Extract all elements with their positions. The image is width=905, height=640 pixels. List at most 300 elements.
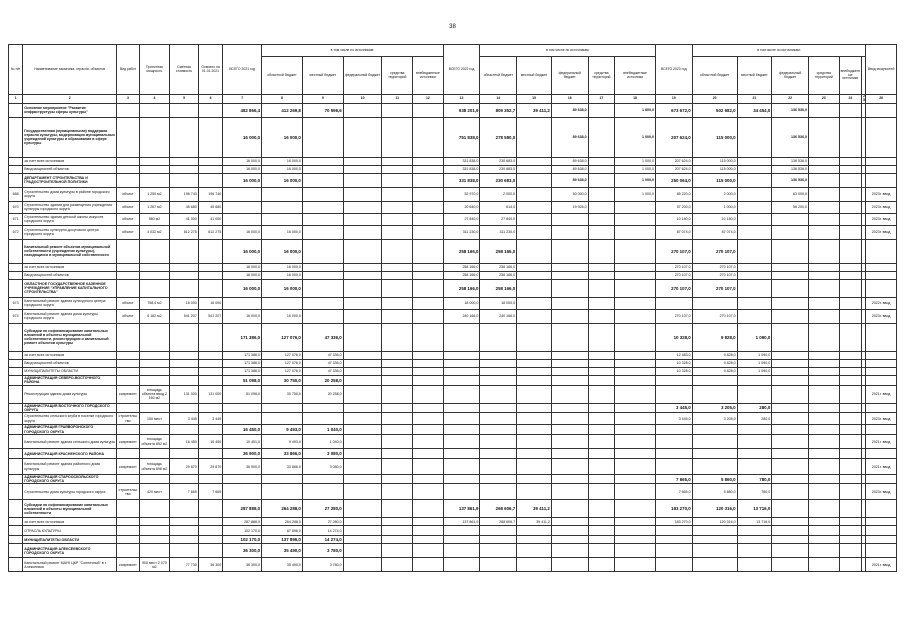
cell-c22 bbox=[551, 425, 588, 435]
cell-t23: 207 624,0 bbox=[655, 117, 692, 157]
cell-e22: 1 000,0 bbox=[615, 173, 656, 187]
cell-c21 bbox=[343, 225, 382, 239]
cell-a23 bbox=[692, 558, 737, 572]
cell-c21 bbox=[343, 526, 382, 536]
cell-name: Ввод мощностей объектов bbox=[23, 165, 117, 173]
cell-cap bbox=[139, 263, 170, 271]
cell-d22 bbox=[588, 403, 615, 412]
cell-d21 bbox=[382, 309, 413, 323]
cell-type bbox=[117, 500, 139, 518]
cell-cost: 77 730 bbox=[170, 558, 199, 572]
cell-t21: 16 000,0 bbox=[223, 271, 262, 279]
cell-type bbox=[117, 157, 139, 165]
cell-type bbox=[117, 403, 139, 412]
cell-e23 bbox=[839, 425, 861, 435]
cell-cost: 29 870 bbox=[170, 459, 199, 475]
cell-c21 bbox=[343, 518, 382, 526]
cell-done bbox=[198, 475, 222, 484]
cell-t23: 673 672,0 bbox=[655, 103, 692, 117]
cell-no bbox=[9, 271, 23, 279]
cell-a23: 115 000,0 bbox=[692, 117, 737, 157]
cell-b21 bbox=[302, 271, 343, 279]
cell-c23 bbox=[772, 385, 809, 403]
cell-no: 668 bbox=[9, 187, 23, 201]
cell-cost: 16 450 bbox=[170, 435, 199, 449]
cell-e21 bbox=[413, 263, 444, 271]
cell-e22 bbox=[615, 475, 656, 484]
cell-c23 bbox=[772, 459, 809, 475]
cell-a22: 18 000,0 bbox=[480, 297, 517, 309]
cell-c23: 136 536,0 bbox=[772, 165, 809, 173]
cell-b23 bbox=[737, 459, 772, 475]
cell-b21 bbox=[302, 157, 343, 165]
cell-e23 bbox=[839, 367, 861, 375]
cell-done bbox=[198, 403, 222, 412]
table-row bbox=[9, 359, 897, 367]
cell-d23 bbox=[809, 359, 840, 367]
header-done: Освоено на 01.01.2021 bbox=[198, 45, 222, 95]
cell-b22 bbox=[517, 403, 552, 412]
cell-a22 bbox=[480, 403, 517, 412]
cell-b21: 1 040,0 bbox=[302, 425, 343, 435]
cell-e21 bbox=[413, 526, 444, 536]
cell-c22: 19 926,0 bbox=[551, 201, 588, 213]
cell-cap: 980 м2 bbox=[139, 213, 170, 225]
cell-no bbox=[9, 165, 23, 173]
table-row bbox=[9, 309, 897, 323]
cell-b21: 20 258,0 bbox=[302, 375, 343, 385]
cell-e23 bbox=[839, 536, 861, 544]
cell-t22 bbox=[443, 323, 480, 351]
cell-t22: 258 166,0 bbox=[443, 263, 480, 271]
cell-no bbox=[9, 425, 23, 435]
cell-e23 bbox=[839, 385, 861, 403]
cell-e23 bbox=[839, 117, 861, 157]
cell-e21 bbox=[413, 297, 444, 309]
cell-year: 2023г. ввод bbox=[866, 413, 897, 425]
cell-b23 bbox=[737, 271, 772, 279]
cell-a22 bbox=[480, 459, 517, 475]
cell-cap: площадь объекта ввод 2 160 м2 bbox=[139, 385, 170, 403]
cell-d21 bbox=[382, 239, 413, 263]
cell-t23: 207 624,0 bbox=[655, 165, 692, 173]
cell-cost bbox=[170, 403, 199, 412]
cell-e22 bbox=[615, 413, 656, 425]
cell-year bbox=[866, 475, 897, 484]
cell-b23: 1 090,0 bbox=[737, 367, 772, 375]
cell-cap bbox=[139, 157, 170, 165]
cell-type bbox=[117, 367, 139, 375]
cell-b22 bbox=[517, 526, 552, 536]
table-row bbox=[9, 526, 897, 536]
cell-t23: 7 665,0 bbox=[655, 484, 692, 500]
cell-c23 bbox=[772, 351, 809, 359]
cell-done: 3 445 bbox=[198, 413, 222, 425]
cell-c22 bbox=[551, 536, 588, 544]
cell-type bbox=[117, 536, 139, 544]
cell-cap bbox=[139, 323, 170, 351]
cell-b21: 3 080,0 bbox=[302, 449, 343, 459]
cell-e22: 1 000,0 bbox=[615, 165, 656, 173]
cell-no bbox=[9, 375, 23, 385]
cell-cap bbox=[139, 536, 170, 544]
cell-a23 bbox=[692, 435, 737, 449]
cell-a23: 3 205,0 bbox=[692, 413, 737, 425]
cell-no bbox=[9, 385, 23, 403]
cell-b21: 70 596,6 bbox=[302, 103, 343, 117]
cell-d23 bbox=[809, 484, 840, 500]
cell-b23 bbox=[737, 297, 772, 309]
cell-t23: 270 107,0 bbox=[655, 279, 692, 297]
cell-d23 bbox=[809, 117, 840, 157]
cell-e21 bbox=[413, 459, 444, 475]
cell-b23: 280,0 bbox=[737, 403, 772, 412]
cell-a21: 33 866,0 bbox=[262, 449, 303, 459]
cell-c22 bbox=[551, 271, 588, 279]
cell-a23: 5 860,0 bbox=[692, 475, 737, 484]
cell-d22 bbox=[588, 263, 615, 271]
cell-d21 bbox=[382, 165, 413, 173]
cell-c22 bbox=[551, 323, 588, 351]
cell-c22 bbox=[551, 435, 588, 449]
cell-cap bbox=[139, 117, 170, 157]
cell-e21 bbox=[413, 351, 444, 359]
cell-c23 bbox=[772, 375, 809, 385]
cell-cap bbox=[139, 518, 170, 526]
cell-no bbox=[9, 239, 23, 263]
cell-t23: 270 107,0 bbox=[655, 263, 692, 271]
cell-b21: 3 780,0 bbox=[302, 544, 343, 558]
cell-a23: 270 107,0 bbox=[692, 279, 737, 297]
cell-e21 bbox=[413, 103, 444, 117]
cell-name: за счет всех источников bbox=[23, 263, 117, 271]
cell-d23 bbox=[809, 173, 840, 187]
cell-t21: 51 098,0 bbox=[223, 385, 262, 403]
cell-a21 bbox=[262, 297, 303, 309]
cell-d22 bbox=[588, 425, 615, 435]
cell-e21 bbox=[413, 500, 444, 518]
cell-cap bbox=[139, 475, 170, 484]
cell-year: 2023г. ввод bbox=[866, 484, 897, 500]
cell-e23 bbox=[839, 201, 861, 213]
cell-done bbox=[198, 449, 222, 459]
cell-no bbox=[9, 475, 23, 484]
cell-e23 bbox=[839, 239, 861, 263]
cell-c23 bbox=[772, 413, 809, 425]
cell-e22: 1 000,0 bbox=[615, 187, 656, 201]
table-row bbox=[9, 449, 897, 459]
cell-no bbox=[9, 536, 23, 544]
cell-type bbox=[117, 117, 139, 157]
cell-c23 bbox=[772, 213, 809, 225]
cell-d21 bbox=[382, 536, 413, 544]
table-row bbox=[9, 518, 897, 526]
cell-b23: 34 454,0 bbox=[737, 103, 772, 117]
cell-a23: 1 000,0 bbox=[692, 201, 737, 213]
column-number: 19 bbox=[655, 95, 692, 104]
cell-t21: 36 300,0 bbox=[223, 558, 262, 572]
table-row bbox=[9, 103, 897, 117]
cell-type bbox=[117, 351, 139, 359]
cell-c22 bbox=[551, 484, 588, 500]
cell-e23 bbox=[839, 271, 861, 279]
header-total-2021: ВСЕГО 2021 год bbox=[223, 45, 262, 95]
table-row bbox=[9, 279, 897, 297]
cell-cap bbox=[139, 165, 170, 173]
cell-name: Строительство культурно-досугового центра городского округа bbox=[23, 225, 117, 239]
cell-a23: 10 180,0 bbox=[692, 213, 737, 225]
cell-name: Субсидии на софинансирование капитальных вложений в объекты муниципальной собственности, реконструкцию и капитальный ремонт объектов культуры bbox=[23, 323, 117, 351]
cell-cost: 131 000 bbox=[170, 385, 199, 403]
column-number: 3 bbox=[117, 95, 139, 104]
cell-e21 bbox=[413, 403, 444, 412]
cell-cap bbox=[139, 239, 170, 263]
table-row bbox=[9, 213, 897, 225]
cell-a21: 16 000,0 bbox=[262, 263, 303, 271]
header-group-2022: в том числе по источникам: bbox=[480, 45, 656, 57]
header-src-regional: областной бюджет bbox=[480, 57, 517, 95]
cell-t21 bbox=[223, 484, 262, 500]
cell-a23: 3 205,0 bbox=[692, 403, 737, 412]
header-no: № п/п bbox=[9, 45, 23, 95]
cell-a22: 2 000,0 bbox=[480, 187, 517, 201]
cell-d22 bbox=[588, 558, 615, 572]
cell-year bbox=[866, 157, 897, 165]
cell-b21 bbox=[302, 117, 343, 157]
cell-c21 bbox=[343, 558, 382, 572]
cell-no bbox=[9, 435, 23, 449]
cell-c22 bbox=[551, 413, 588, 425]
cell-e23 bbox=[839, 173, 861, 187]
cell-cap: площадь объекта 896 м2 bbox=[139, 459, 170, 475]
cell-d23 bbox=[809, 413, 840, 425]
cell-year bbox=[866, 239, 897, 263]
cell-b23: 780,0 bbox=[737, 484, 772, 500]
cell-t21: 16 000,0 bbox=[223, 309, 262, 323]
cell-d21 bbox=[382, 117, 413, 157]
cell-name: МУНИЦИПАЛИТЕТЫ ОБЛАСТИ bbox=[23, 536, 117, 544]
cell-c23: 63 000,0 bbox=[772, 187, 809, 201]
column-number: 13 bbox=[443, 95, 480, 104]
cell-b22 bbox=[517, 309, 552, 323]
cell-d23 bbox=[809, 187, 840, 201]
cell-b22 bbox=[517, 297, 552, 309]
cell-c21 bbox=[343, 323, 382, 351]
cell-e22 bbox=[615, 323, 656, 351]
cell-t23: 270 107,0 bbox=[655, 271, 692, 279]
cell-t23 bbox=[655, 385, 692, 403]
cell-d23 bbox=[809, 403, 840, 412]
table-row bbox=[9, 385, 897, 403]
cell-b23 bbox=[737, 309, 772, 323]
cell-e21 bbox=[413, 271, 444, 279]
cell-c21 bbox=[343, 500, 382, 518]
cell-a22: 311 230,0 bbox=[480, 225, 517, 239]
cell-e22 bbox=[615, 263, 656, 271]
cell-cap bbox=[139, 351, 170, 359]
cell-e22 bbox=[615, 385, 656, 403]
cell-a23 bbox=[692, 425, 737, 435]
cell-c23 bbox=[772, 263, 809, 271]
cell-no bbox=[9, 323, 23, 351]
cell-t21: 171 386,0 bbox=[223, 359, 262, 367]
cell-t22 bbox=[443, 449, 480, 459]
cell-b22 bbox=[517, 459, 552, 475]
cell-e22 bbox=[615, 536, 656, 544]
cell-done bbox=[198, 367, 222, 375]
cell-cost bbox=[170, 279, 199, 297]
cell-no bbox=[9, 544, 23, 558]
cell-year: 2023г. ввод bbox=[866, 201, 897, 213]
cell-d21 bbox=[382, 526, 413, 536]
cell-year bbox=[866, 375, 897, 385]
cell-b22 bbox=[517, 323, 552, 351]
cell-done bbox=[198, 359, 222, 367]
cell-b22 bbox=[517, 544, 552, 558]
cell-d23 bbox=[809, 526, 840, 536]
column-number: 20 bbox=[692, 95, 737, 104]
cell-t22 bbox=[443, 558, 480, 572]
cell-b21 bbox=[302, 225, 343, 239]
cell-e21 bbox=[413, 279, 444, 297]
cell-d21 bbox=[382, 544, 413, 558]
cell-type: капремонт bbox=[117, 435, 139, 449]
cell-a22 bbox=[480, 413, 517, 425]
cell-type: объект bbox=[117, 201, 139, 213]
cell-cap bbox=[139, 449, 170, 459]
cell-c23: 56 200,0 bbox=[772, 201, 809, 213]
cell-name: ДЕПАРТАМЕНТ СТРОИТЕЛЬСТВА И ГРАДОСТРОИТЕЛЬНОЙ ПОЛИТИКИ bbox=[23, 173, 117, 187]
cell-b21: 3 080,0 bbox=[302, 459, 343, 475]
cell-a23: 5 860,0 bbox=[692, 484, 737, 500]
cell-d22 bbox=[588, 271, 615, 279]
cell-type: строительство bbox=[117, 484, 139, 500]
cell-t21: 171 386,0 bbox=[223, 323, 262, 351]
cell-d21 bbox=[382, 367, 413, 375]
cell-no: 670 bbox=[9, 201, 23, 213]
cell-a22 bbox=[480, 475, 517, 484]
cell-t21: 482 866,4 bbox=[223, 103, 262, 117]
cell-t22: 240 166,0 bbox=[443, 309, 480, 323]
cell-c23 bbox=[772, 449, 809, 459]
cell-d23 bbox=[809, 263, 840, 271]
cell-cost bbox=[170, 103, 199, 117]
cell-b22 bbox=[517, 425, 552, 435]
cell-e22 bbox=[615, 367, 656, 375]
cell-b22 bbox=[517, 279, 552, 297]
cell-b22 bbox=[517, 367, 552, 375]
cell-cost: 7 665 bbox=[170, 484, 199, 500]
cell-t23 bbox=[655, 459, 692, 475]
cell-t23 bbox=[655, 425, 692, 435]
cell-b23 bbox=[737, 157, 772, 165]
cell-e22: 1 000,0 bbox=[615, 157, 656, 165]
cell-type bbox=[117, 375, 139, 385]
cell-a21: 127 076,0 bbox=[262, 323, 303, 351]
cell-a21 bbox=[262, 484, 303, 500]
cell-year: 2022г. ввод bbox=[866, 297, 897, 309]
cell-b21 bbox=[302, 173, 343, 187]
cell-e22 bbox=[615, 449, 656, 459]
cell-t22 bbox=[443, 385, 480, 403]
cell-c21 bbox=[343, 263, 382, 271]
cell-e21 bbox=[413, 536, 444, 544]
cell-c22 bbox=[551, 544, 588, 558]
cell-t22: 18 000,0 bbox=[443, 297, 480, 309]
cell-done: 16 000 bbox=[198, 297, 222, 309]
cell-type: объект bbox=[117, 187, 139, 201]
cell-c22 bbox=[551, 518, 588, 526]
cell-t21: 16 000,0 bbox=[223, 279, 262, 297]
cell-t22 bbox=[443, 544, 480, 558]
cell-c22 bbox=[551, 385, 588, 403]
cell-d22 bbox=[588, 117, 615, 157]
cell-t21: 36 300,0 bbox=[223, 544, 262, 558]
cell-type: капремонт bbox=[117, 385, 139, 403]
cell-no bbox=[9, 359, 23, 367]
cell-b22 bbox=[517, 165, 552, 173]
cell-a21: 87 896,0 bbox=[262, 526, 303, 536]
table-row bbox=[9, 201, 897, 213]
cell-b23 bbox=[737, 558, 772, 572]
cell-b22: 39 411,2 bbox=[517, 103, 552, 117]
cell-d21 bbox=[382, 375, 413, 385]
cell-c21 bbox=[343, 213, 382, 225]
cell-d22 bbox=[588, 518, 615, 526]
cell-c23 bbox=[772, 544, 809, 558]
cell-a21: 137 896,0 bbox=[262, 536, 303, 544]
cell-c21 bbox=[343, 403, 382, 412]
cell-d21 bbox=[382, 403, 413, 412]
cell-d23 bbox=[809, 449, 840, 459]
cell-e23 bbox=[839, 518, 861, 526]
cell-done bbox=[198, 526, 222, 536]
cell-e22 bbox=[615, 544, 656, 558]
cell-a23: 120 316,0 bbox=[692, 500, 737, 518]
cell-b22 bbox=[517, 536, 552, 544]
cell-t22: 258 166,0 bbox=[443, 279, 480, 297]
cell-e22 bbox=[615, 526, 656, 536]
column-number: 26 bbox=[866, 95, 897, 104]
cell-a23: 9 828,0 bbox=[692, 359, 737, 367]
cell-e23 bbox=[839, 435, 861, 449]
cell-name: Капитальный ремонт здания дома культуры городского округа bbox=[23, 309, 117, 323]
cell-e21 bbox=[413, 518, 444, 526]
cell-e22 bbox=[615, 558, 656, 572]
cell-d22 bbox=[588, 536, 615, 544]
cell-d23 bbox=[809, 279, 840, 297]
cell-e21 bbox=[413, 449, 444, 459]
cell-b21 bbox=[302, 239, 343, 263]
cell-a22: 258 166,0 bbox=[480, 279, 517, 297]
cell-a21: 30 750,0 bbox=[262, 385, 303, 403]
cell-c21 bbox=[343, 435, 382, 449]
cell-t23 bbox=[655, 526, 692, 536]
cell-b23 bbox=[737, 173, 772, 187]
cell-d21 bbox=[382, 459, 413, 475]
cell-b22 bbox=[517, 239, 552, 263]
cell-e21 bbox=[413, 117, 444, 157]
cell-e22 bbox=[615, 435, 656, 449]
cell-e21 bbox=[413, 425, 444, 435]
header-src-territory: средства территорий bbox=[809, 57, 840, 95]
cell-year bbox=[866, 518, 897, 526]
table-row bbox=[9, 117, 897, 157]
cell-c21 bbox=[343, 351, 382, 359]
cell-cost bbox=[170, 544, 199, 558]
cell-e22 bbox=[615, 403, 656, 412]
cell-e22 bbox=[615, 359, 656, 367]
